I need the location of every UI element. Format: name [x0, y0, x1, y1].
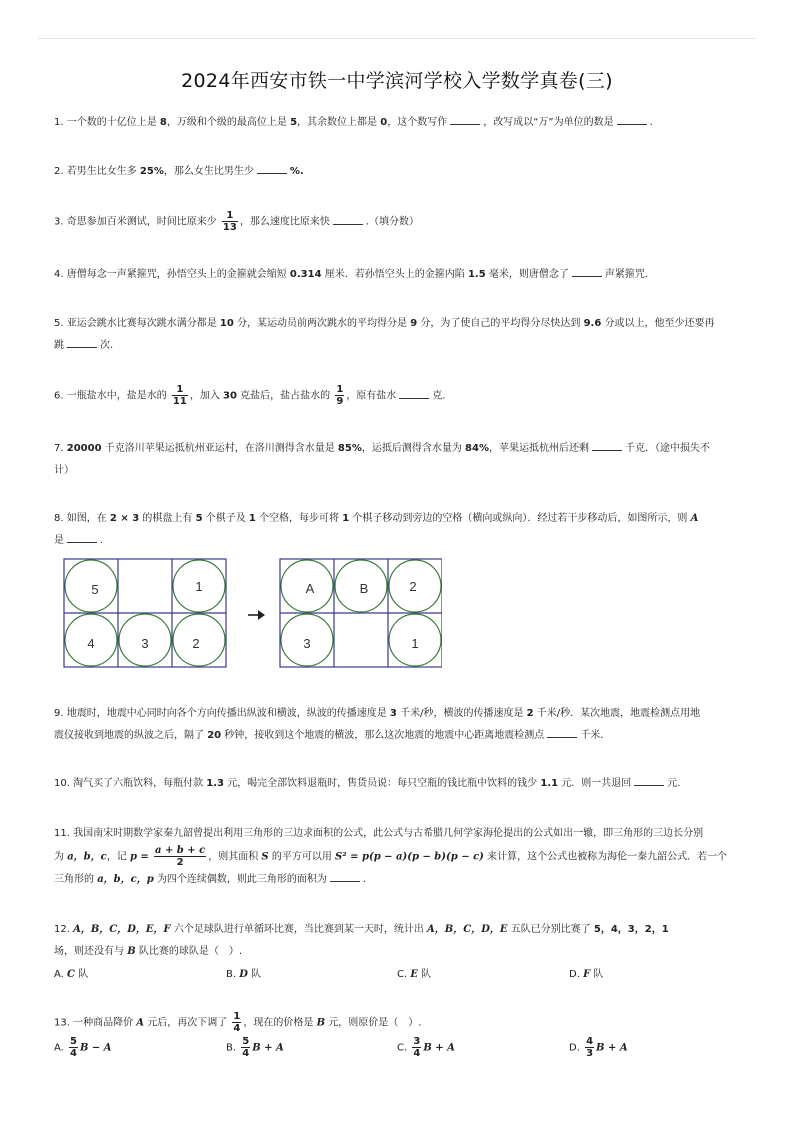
piece-label: 3: [303, 636, 311, 651]
answer-blank[interactable]: [634, 774, 664, 786]
answer-blank[interactable]: [572, 265, 602, 277]
option-b[interactable]: B. D 队: [226, 969, 262, 980]
answer-blank[interactable]: [450, 113, 480, 125]
answer-blank[interactable]: [333, 213, 363, 225]
top-divider: [38, 38, 756, 39]
fraction: $\frac{4}{3}$: [586, 1036, 594, 1059]
piece-label: B: [359, 581, 369, 596]
option-a[interactable]: A. C 队: [54, 969, 89, 980]
answer-blank[interactable]: [67, 531, 97, 543]
board-left: [64, 559, 226, 667]
question-10: 10. 淘气买了六瓶饮料，每瓶付款 1.3 元，喝完全部饮料退瓶时，售货员说：每只空瓶的钱比瓶中饮料的钱少 1.1 元．则一共退回 元.: [54, 773, 744, 795]
piece-label: 1: [411, 636, 419, 651]
option-d[interactable]: D. F 队: [569, 969, 604, 980]
piece-label: 5: [91, 582, 99, 597]
answer-blank[interactable]: [257, 162, 287, 174]
option-d[interactable]: D. $\frac{4}{3}$ B + A: [569, 1036, 628, 1059]
fraction: $\frac{1}{11}$: [172, 384, 187, 407]
answer-blank[interactable]: [67, 336, 97, 348]
fraction: $\frac{5}{4}$: [70, 1036, 77, 1059]
answer-blank[interactable]: [592, 439, 622, 451]
question-6: 6. 一瓶盐水中，盐是水的 $\frac{1}{11}$ ，加入 30 克盐后，盐占盐水的 $\frac{1}{9}$ ，原有盐水 克.: [54, 384, 446, 407]
answer-blank[interactable]: [330, 870, 360, 882]
arrow-icon: [248, 610, 265, 620]
question-12: 12. A，B，C，D，E，F 六个足球队进行单循环比赛，当比赛到某一天时，统计出 A，B，C，D，E 五队已分别比赛了 5，4，3，2，1 场，则还没有与 B 队比赛的球队是（ ）.: [54, 924, 669, 957]
question-3: 3. 奇思参加百米测试，时间比原来少 $\frac{1}{13}$ ，那么速度比原来快 .（填分数）: [54, 210, 420, 233]
option-a[interactable]: A. $\frac{5}{4}$ B − A: [54, 1036, 112, 1059]
fraction: $\frac{1}{9}$: [336, 384, 344, 407]
option-c[interactable]: C. $\frac{3}{4}$ B + A: [397, 1036, 455, 1059]
fraction: $\frac{3}{4}$: [413, 1036, 421, 1059]
question-2: 2. 若男生比女生多 25%，那么女生比男生少 %.: [54, 161, 744, 183]
piece-label: 4: [87, 636, 95, 651]
piece-label: 2: [192, 636, 200, 651]
fraction: $\frac{5}{4}$: [242, 1036, 250, 1059]
question-8: 8. 如图，在 2 × 3 的棋盘上有 5 个棋子及 1 个空格，每步可将 1 个棋子移动到旁边的空格（横向或纵向）．经过若干步移动后，如图所示，则 A 是 .: [54, 513, 699, 546]
fraction: $\frac{a + b + c}{2}$: [154, 845, 206, 868]
answer-blank[interactable]: [547, 726, 577, 738]
option-b[interactable]: B. $\frac{5}{4}$ B + A: [226, 1036, 284, 1059]
board-right: [280, 559, 442, 667]
question-13: 13. 一种商品降价 A 元后，再次下调了 $\frac{1}{4}$ ，现在的价格是 B 元，则原价是（ ）.: [54, 1011, 422, 1034]
piece-label: 1: [195, 579, 203, 594]
question-1: 1. 一个数的十亿位上是 8，万级和个级的最高位上是 5，其余数位上都是 0，这个数写作 ，改写成以“万”为单位的数是 .: [54, 112, 744, 134]
piece-label: 2: [409, 579, 417, 594]
option-c[interactable]: C. E 队: [397, 969, 432, 980]
piece-label: A: [305, 581, 315, 596]
question-4: 4. 唐僧每念一声紧箍咒，孙悟空头上的金箍就会缩短 0.314 厘米．若孙悟空头上的金箍内陷 1.5 毫米，则唐僧念了 声紧箍咒.: [54, 264, 744, 286]
question-7: 7. 20000 千克洛川苹果运抵杭州亚运村，在洛川测得含水量是 85%，运抵后测得含水量为 84%，苹果运抵杭州后还剩 千克．（途中损失不 计）: [54, 438, 744, 482]
page-title: 2024年西安市铁一中学滨河学校入学数学真卷(三): [181, 70, 613, 92]
chessboard-figure: [62, 556, 442, 670]
answer-blank[interactable]: [399, 387, 429, 399]
answer-blank[interactable]: [617, 113, 647, 125]
question-11: 11. 我国南宋时期数学家秦九韶曾提出利用三角形的三边求面积的公式，此公式与古希腊几何学家海伦提出的公式如出一辙，即三角形的三边长分别 为 a，b，c，记 p = $\frac{a + b + c}{2}$ ，则其面积 S 的平方可以用 S² = p(p − a)(p − b)(p − c) 来计算，这个公式也被称为海伦一秦九韶公式．若一个 三角形的 a，b，c，p 为四个连续偶数，则此三角形的面积为 .: [54, 828, 728, 885]
question-9: 9. 地震时，地震中心同时向各个方向传播出纵波和横波，纵波的传播速度是 3 千米/秒，横波的传播速度是 2 千米/秒．某次地震，地震检测点用地 震仪接收到地震的纵波之后，隔了 20 秒钟，接收到这个地震的横波，那么这次地震的地震中心距离地震检测点 千米.: [54, 708, 701, 741]
fraction: $\frac{1}{4}$: [233, 1011, 241, 1034]
question-5: 5. 亚运会跳水比赛每次跳水满分都是 10 分，某运动员前两次跳水的平均得分是 9 分，为了使自己的平均得分尽快达到 9.6 分或以上，他至少还要再 跳 次.: [54, 318, 715, 351]
fraction: $\frac{1}{13}$: [222, 210, 237, 233]
piece-label: 3: [141, 636, 149, 651]
